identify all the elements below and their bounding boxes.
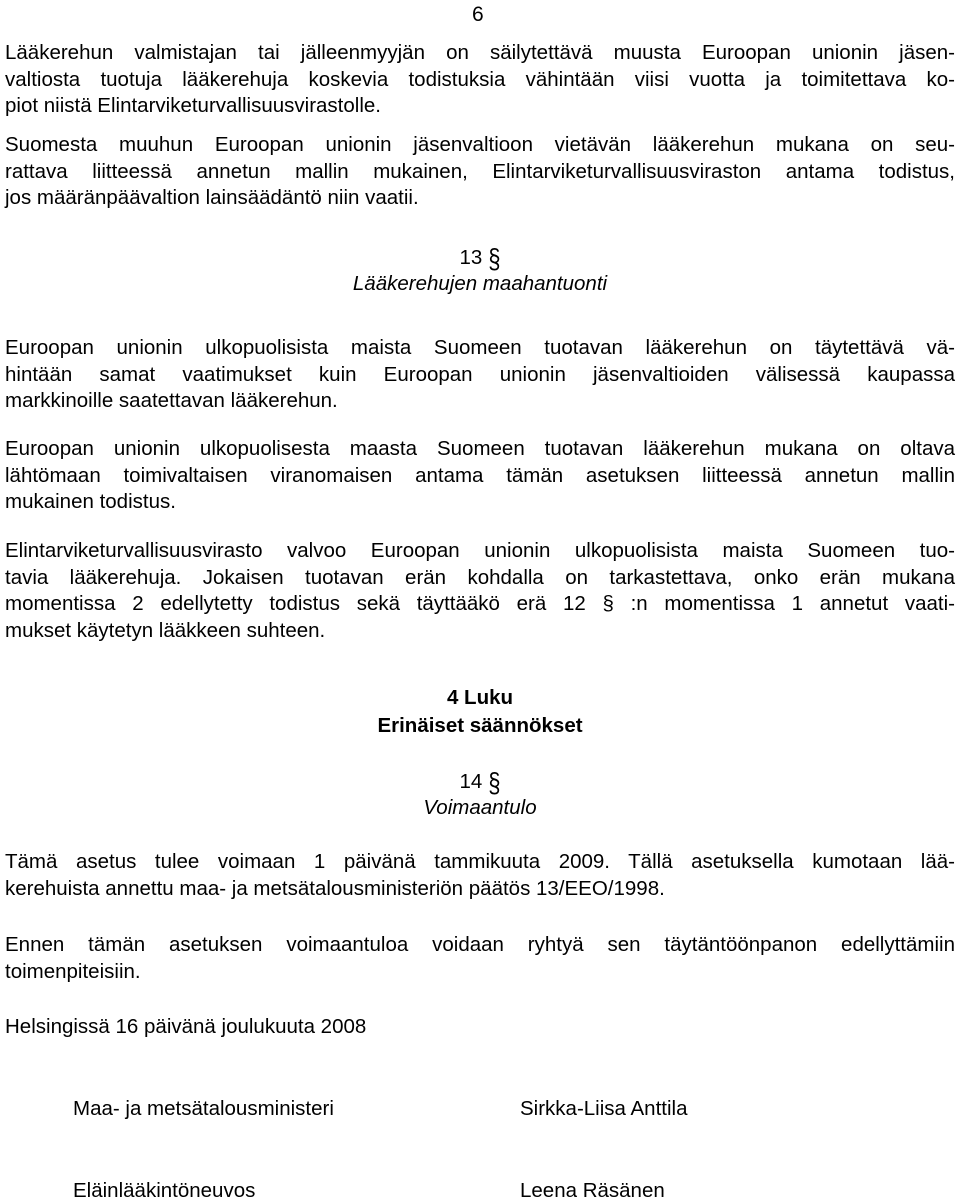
paragraph-line: Tämä asetus tulee voimaan 1 päivänä tammikuuta 2009. Tällä asetuksella kumotaan lää-: [5, 850, 955, 873]
place-date: Helsingissä 16 päivänä joulukuuta 2008: [5, 1015, 367, 1038]
paragraph-line: Elintarviketurvallisuusvirasto valvoo Euroopan unionin ulkopuolisista maista Suomeen tuo-: [5, 539, 955, 562]
paragraph-line: Suomesta muuhun Euroopan unionin jäsenvaltioon vietävän lääkerehun mukana on seu-: [5, 133, 955, 156]
section-symbol: §: [488, 766, 501, 798]
official-name: Leena Räsänen: [520, 1179, 665, 1202]
section-13-title: Lääkerehujen maahantuonti: [352, 272, 608, 295]
paragraph-certificates-storage: [5, 40, 955, 120]
paragraph-line: lähtömaan toimivaltaisen viranomaisen antama tämän asetuksen liitteessä annetun mallin: [5, 463, 955, 487]
page-number: 6: [472, 3, 484, 26]
paragraph-import-certificate: [5, 436, 955, 516]
paragraph-import-requirements: [5, 335, 955, 415]
paragraph-line: valtiosta tuotuja lääkerehuja koskevia todistuksia vähintään viisi vuotta ja toimitettava ko-: [5, 67, 955, 91]
chapter-title: Erinäiset säännökset: [377, 714, 583, 737]
section-14-number: [0, 766, 960, 798]
paragraph-import-supervision: [5, 538, 955, 644]
section-13-number: [0, 242, 960, 274]
section-14-title: Voimaantulo: [423, 796, 537, 819]
official-title: Eläinlääkintöneuvos: [73, 1179, 256, 1202]
paragraph-line: jos määränpäävaltion lainsäädäntö niin vaatii.: [5, 186, 419, 209]
paragraph-preparatory-measures: [5, 932, 955, 985]
paragraph-line: rattava liitteessä annetun mallin mukainen, Elintarviketurvallisuusviraston antama todistus,: [5, 159, 955, 183]
paragraph-export-certificate: [5, 132, 955, 212]
paragraph-line: piot niistä Elintarviketurvallisuusvirastolle.: [5, 94, 381, 117]
paragraph-line: markkinoille saatettavan lääkerehun.: [5, 389, 338, 412]
section-number: 13: [459, 246, 483, 269]
paragraph-line: kerehuista annettu maa- ja metsätalousministeriön päätös 13/EEO/1998.: [5, 876, 665, 900]
paragraph-line: mukainen todistus.: [5, 490, 176, 513]
paragraph-line: Euroopan unionin ulkopuolisista maista Suomeen tuotavan lääkerehun on täytettävä vä-: [5, 336, 955, 359]
paragraph-line: Ennen tämän asetuksen voimaantuloa voidaan ryhtyä sen täytäntöönpanon edellyttämiin: [5, 933, 955, 956]
paragraph-line: Lääkerehun valmistajan tai jälleenmyyjän on säilytettävä muusta Euroopan unionin jäsen-: [5, 41, 955, 64]
paragraph-line: toimenpiteisiin.: [5, 959, 141, 983]
chapter-number: 4 Luku: [446, 686, 514, 709]
paragraph-line: mukset käytetyn lääkkeen suhteen.: [5, 618, 326, 642]
paragraph-line: hintään samat vaatimukset kuin Euroopan unionin jäsenvaltioiden välisessä kaupassa: [5, 362, 955, 386]
minister-title: Maa- ja metsätalousministeri: [73, 1097, 334, 1120]
paragraph-line: Euroopan unionin ulkopuolisesta maasta Suomeen tuotavan lääkerehun mukana on oltava: [5, 437, 955, 460]
paragraph-line: tavia lääkerehuja. Jokaisen tuotavan erän kohdalla on tarkastettava, onko erän mukana: [5, 565, 955, 589]
section-symbol: §: [488, 242, 501, 274]
section-number: 14: [459, 770, 483, 793]
paragraph-line: momentissa 2 edellytetty todistus sekä täyttääkö erä 12 § :n momentissa 1 annetut vaati-: [5, 592, 955, 615]
paragraph-entry-into-force: [5, 849, 955, 902]
minister-name: Sirkka-Liisa Anttila: [520, 1097, 688, 1120]
